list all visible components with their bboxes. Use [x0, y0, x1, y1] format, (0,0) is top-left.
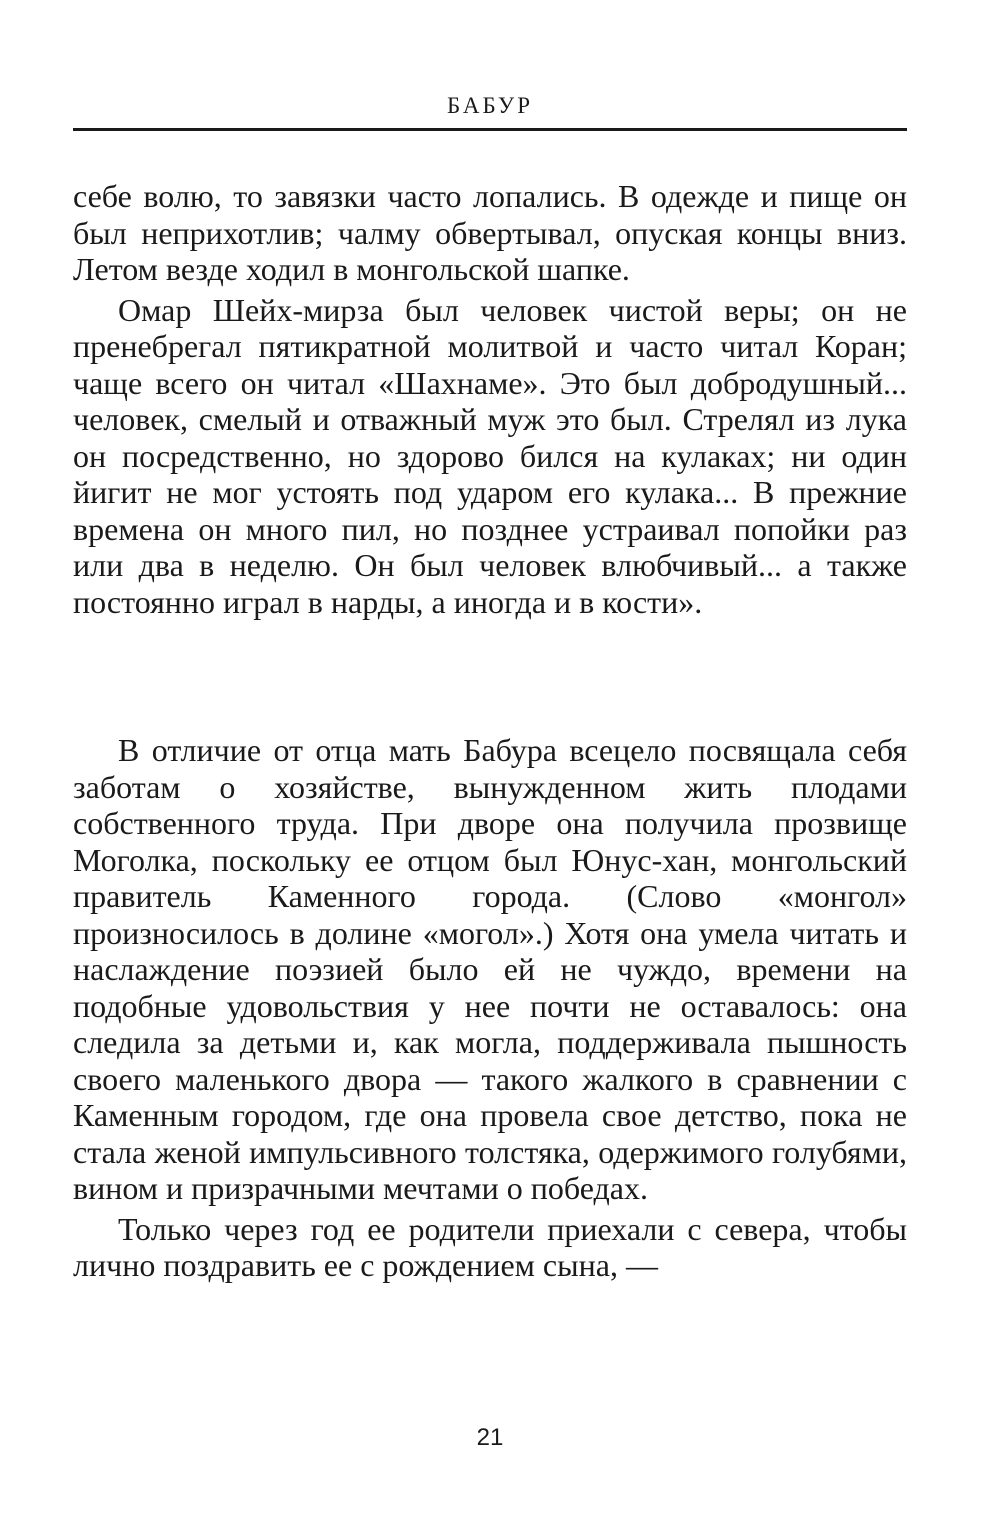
text-block-top: [73, 178, 907, 620]
paragraph-omar-sheikh: Омар Шейх-мирза был человек чистой веры; он не пренебрегал пятикратной молитвой и часто читал Коран; чаще всего он читал «Шахнаме». Это был добродушный... человек, смелый и отважный муж это был. Стрелял из лука он посредственно, но здорово бился на кулаках; ни один йигит не мог устоять под ударом его кулака... В прежние времена он много пил, но позднее устраивал попойки раз или два в неделю. Он был человек влюбчивый... а также постоянно играл в нарды, а иногда и в кости».: [73, 291, 907, 620]
running-head-title: БАБУР: [447, 93, 533, 118]
paragraph-continued: себе волю, то завязки часто лопались. В одежде и пище он был неприхотлив; чалму обвертывал, опуская концы вниз. Летом везде ходил в монгольской шапке.: [73, 178, 907, 287]
paragraph-mother: В отличие от отца мать Бабура всецело посвящала себя заботам о хозяйстве, вынужденном жить плодами собственного труда. При дворе она получила прозвище Моголка, поскольку ее отцом был Юнус-хан, монгольский правитель Каменного города. (Слово «монгол» произносилось в долине «могол».) Хотя она умела читать и наслаждение поэзией было ей не чуждо, времени на подобные удовольствия у нее почти не оставалось: она следила за детьми и, как могла, поддерживала пышность своего маленького двора — такого жалкого в сравнении с Каменным городом, где она провела свое детство, пока не стала женой импульсивного толстяка, одержимого голубями, вином и призрачными мечтами о победах.: [73, 732, 907, 1206]
text-block-bottom: [73, 732, 907, 1284]
page-number: 21: [476, 1424, 504, 1451]
paragraph-parents-visit: Только через год ее родители приехали с севера, чтобы лично поздравить ее с рождением сына, —: [73, 1210, 907, 1283]
header-rule: [73, 128, 907, 131]
